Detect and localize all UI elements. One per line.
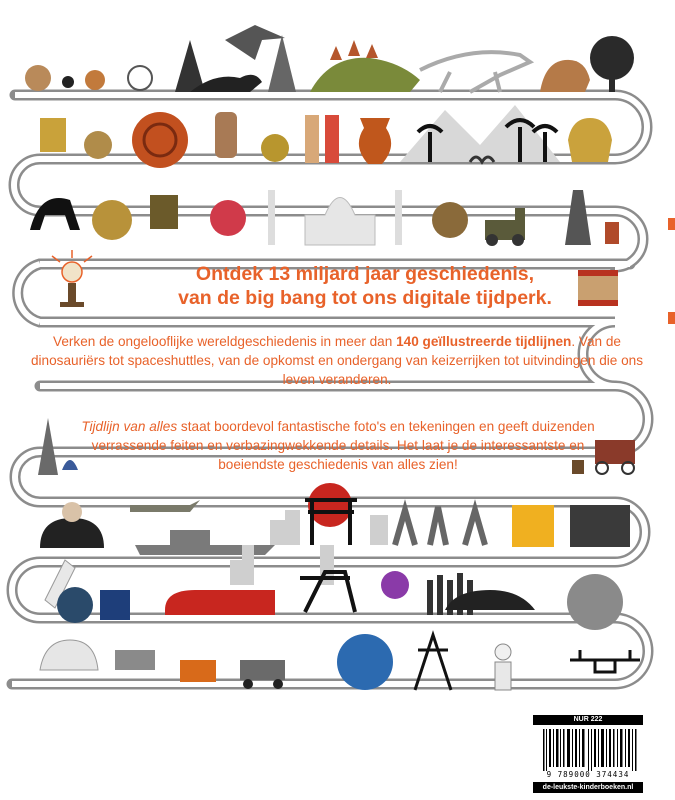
- mars-rover-icon: [240, 660, 285, 680]
- tree-icon: [268, 35, 296, 92]
- drone-icon: [570, 650, 640, 672]
- minaret-icon: [268, 190, 275, 245]
- aztec-calendar-icon: [132, 112, 188, 168]
- dancers-icon: [395, 507, 485, 545]
- satellite-icon: [115, 650, 155, 670]
- temple-icon: [40, 118, 66, 152]
- churchill-icon: [40, 518, 104, 548]
- detail-text: staat boordevol fantastische foto's en tekeningen en geeft duizenden verrassende feiten en verbazingwekkende details. Het laat je de interessantste en boeiendste geschiedenis van alles zien!: [91, 419, 595, 472]
- oil-pump-icon: [300, 572, 355, 612]
- disco-ball-icon: [381, 571, 409, 599]
- minaret-icon: [395, 190, 402, 245]
- twentieth-century-row: [40, 483, 630, 555]
- headline-line2: van de big bang tot ons digitale tijdperk.: [178, 287, 552, 309]
- statue-icon: [565, 190, 591, 245]
- sabre-cat-icon: [540, 60, 590, 92]
- horse-rider-icon: [30, 198, 80, 230]
- barcode-panel: [533, 715, 643, 793]
- headline-line1: Ontdek 13 miljard jaar geschiedenis,: [195, 263, 535, 285]
- detail-paragraph: [60, 417, 616, 474]
- robot-icon: [495, 662, 511, 690]
- intro-text-bold: 140 geïllustreerde tijdlijnen: [396, 334, 572, 349]
- rising-sun-icon: [308, 483, 352, 527]
- ink-bottle-icon: [605, 222, 619, 244]
- globe-network-icon: [337, 634, 393, 690]
- moon-icon: [567, 574, 623, 630]
- edge-mark: [668, 312, 675, 324]
- mona-lisa-icon: [150, 195, 178, 229]
- intro-paragraph: [22, 332, 652, 389]
- helmet-icon: [84, 131, 112, 159]
- nur-label: NUR 222: [533, 715, 643, 725]
- floppy-disk-icon: [100, 590, 130, 620]
- intro-text-part2: . Van de dinosauriërs tot spaceshuttles, van de opkomst en ondergang van keizerrijken tot uitvindingen die ons leven veranderen.: [30, 334, 644, 387]
- mountains-icon: [400, 105, 560, 162]
- planet-icon: [85, 70, 105, 90]
- tutankhamun-mask-icon: [568, 118, 612, 162]
- stegosaurus-icon: [310, 58, 420, 92]
- isbn-number: 9 789000 374434: [546, 770, 630, 779]
- laptop-icon: [180, 660, 216, 682]
- greek-vase-icon: [359, 118, 391, 164]
- thumbs-up-icon: [512, 505, 554, 547]
- dinosaur-skeleton-icon: [420, 52, 530, 92]
- portrait-icon: [432, 202, 468, 238]
- medieval-row: [30, 190, 619, 246]
- astronaut-icon: [40, 640, 98, 670]
- detail-book-title: Tijdlijn van alles: [81, 419, 178, 434]
- earth-icon: [57, 587, 93, 623]
- coin-icon: [261, 134, 289, 162]
- prehistory-row: [25, 25, 634, 92]
- roman-figure-icon: [305, 115, 319, 163]
- geisha-icon: [210, 200, 246, 236]
- planet-icon: [25, 65, 51, 91]
- pterosaur-icon: [225, 25, 285, 60]
- headline: [105, 262, 625, 310]
- tree-icon: [175, 40, 205, 92]
- terracotta-warrior-icon: [215, 112, 237, 158]
- taj-mahal-icon: [305, 198, 375, 246]
- high-speed-train-icon: [165, 590, 275, 615]
- website-label: de-leukste-kinderboeken.nl: [533, 782, 643, 793]
- band-photo-icon: [570, 505, 630, 547]
- barcode: [543, 729, 637, 771]
- edge-mark: [668, 218, 675, 230]
- intro-text-part1: Verken de ongelooflijke wereldgeschiedenis in meer dan: [53, 334, 397, 349]
- astrolabe-icon: [92, 200, 132, 240]
